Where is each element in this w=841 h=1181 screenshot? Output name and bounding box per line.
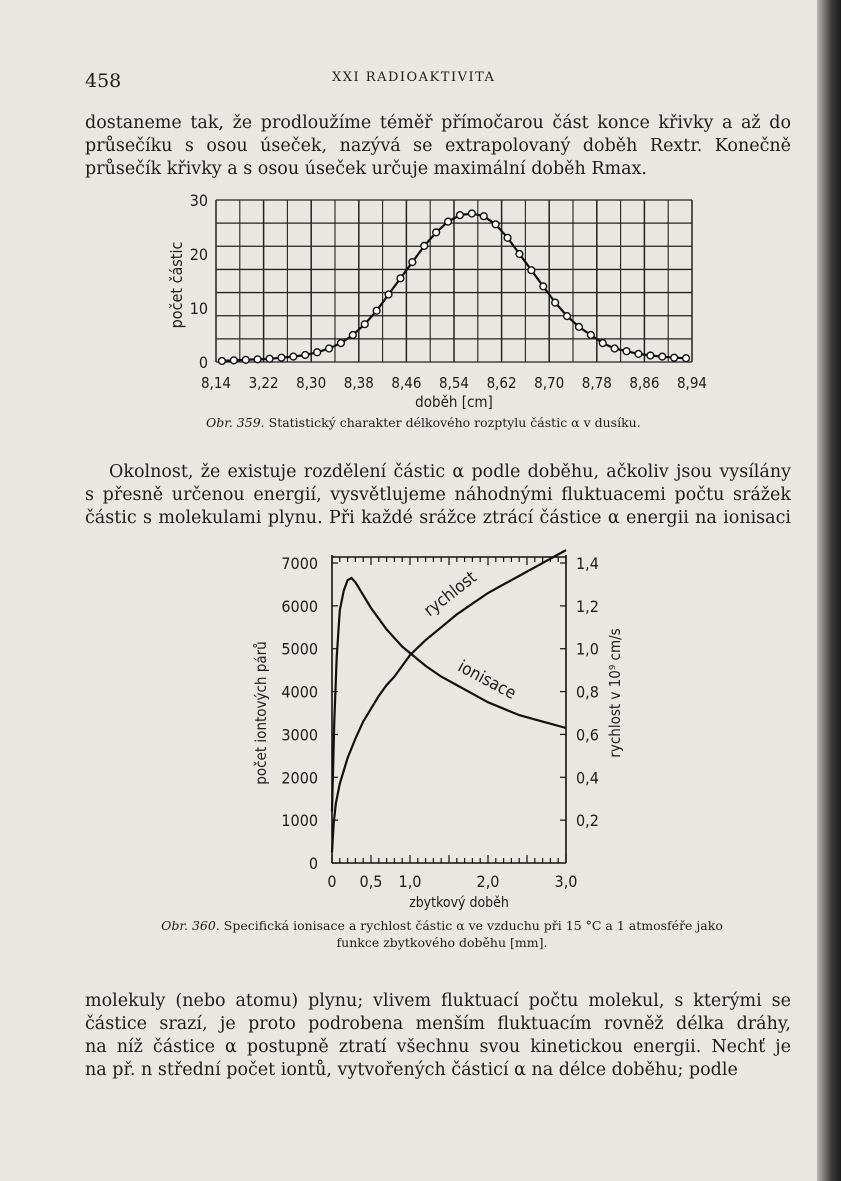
right-tick-label: 0,8: [576, 682, 599, 702]
data-point: [230, 357, 237, 364]
data-point: [492, 221, 499, 228]
left-tick-label: 6000: [281, 596, 318, 616]
y-tick-label: 10: [189, 299, 208, 318]
data-point: [397, 275, 404, 282]
right-tick-label: 0,4: [576, 768, 599, 788]
x-axis-label: zbytkový doběh: [409, 895, 509, 911]
data-point: [421, 243, 428, 250]
right-tick-label: 1,2: [576, 596, 599, 616]
right-tick-label: 1,0: [576, 639, 599, 659]
x-tick-label: 3,0: [554, 872, 578, 891]
right-tick-label: 0,2: [576, 811, 599, 831]
x-tick-label: 0: [327, 872, 337, 891]
x-tick-label: 8,70: [534, 374, 565, 392]
left-tick-label: 3000: [281, 725, 318, 745]
data-point: [552, 299, 559, 306]
left-tick-label: 0: [308, 854, 318, 873]
data-point: [326, 345, 333, 352]
data-point: [445, 218, 452, 225]
data-point: [564, 313, 571, 320]
ionisation-curve: [332, 578, 566, 812]
figure-360-caption-line: funkce zbytkového doběhu [mm].: [336, 935, 548, 950]
x-tick-label: 8,94: [676, 374, 708, 392]
left-tick-label: 5000: [281, 639, 318, 659]
data-point: [504, 234, 511, 241]
right-axis-label: rychlost v 10⁹ cm/s: [606, 628, 624, 758]
x-tick-label: 8,46: [391, 374, 422, 392]
text-line: dostaneme tak, že prodloužíme téměř přímočarou část konce křivky a až do: [85, 113, 791, 133]
x-tick-label: 1,0: [398, 872, 422, 891]
data-point: [219, 358, 226, 365]
data-point: [373, 307, 380, 314]
y-tick-label: 20: [189, 245, 208, 264]
figure-360-caption-number: Obr. 360.: [161, 918, 220, 933]
data-point: [540, 283, 547, 290]
x-tick-label: 8,38: [343, 374, 374, 392]
left-tick-label: 7000: [281, 554, 318, 573]
data-point: [635, 351, 642, 358]
data-point: [611, 345, 618, 352]
text-line: molekuly (nebo atomu) plynu; vlivem fluktuací počtu molekul, s kterými se: [85, 991, 791, 1011]
data-point: [242, 356, 249, 363]
data-point: [576, 324, 583, 331]
x-axis-label: doběh [cm]: [415, 393, 493, 411]
data-point: [671, 354, 678, 361]
ionisation-curve-label: ionisace: [454, 656, 520, 704]
text-line: na níž částice α postupně ztratí všechnu svou kinetickou energii. Nechť je: [85, 1037, 791, 1057]
y-tick-label: 30: [189, 191, 208, 210]
data-point: [599, 340, 606, 347]
text-line: průsečík křivky a s osou úseček určuje maximální doběh Rmax.: [85, 159, 647, 179]
left-tick-label: 1000: [281, 811, 318, 831]
x-tick-label: 8,86: [629, 374, 660, 392]
left-axis-label: počet iontových párů: [252, 641, 270, 785]
data-point: [349, 332, 356, 339]
data-point: [254, 356, 261, 363]
text-line: s přesně určenou energií, vysvětlujeme náhodnými fluktuacemi počtu srážek: [85, 485, 791, 505]
text-line: částic s molekulami plynu. Při každé srážce ztrácí částice α energii na ionisaci: [85, 508, 791, 528]
data-point: [361, 321, 368, 328]
text-line: částice srazí, je proto podrobena menším fluktuacím rovněž délka dráhy,: [85, 1014, 791, 1034]
data-point: [683, 355, 690, 362]
data-point: [290, 353, 297, 360]
data-point: [278, 354, 285, 361]
data-point: [647, 352, 654, 359]
data-point: [480, 213, 487, 220]
right-tick-label: 0,6: [576, 725, 599, 745]
y-axis-label: počet částic: [167, 241, 186, 329]
data-point: [385, 291, 392, 298]
data-point: [659, 353, 666, 360]
left-tick-label: 4000: [281, 682, 318, 702]
right-tick-label: 1,4: [576, 554, 599, 573]
data-point: [338, 340, 345, 347]
figure-360-caption-line: Specifická ionisace a rychlost částic α ve vzduchu při 15 °C a 1 atmosféře jako: [223, 918, 723, 933]
figure-359-caption: [206, 414, 641, 431]
paragraph-middle: [85, 461, 791, 530]
paragraph-top: [85, 112, 791, 181]
page-number: 458: [85, 70, 122, 92]
x-tick-label: 0,5: [359, 872, 383, 891]
figure-359-chart: [160, 190, 720, 415]
data-point: [528, 267, 535, 274]
x-tick-label: 2,0: [476, 872, 500, 891]
figure-359-caption-text: Statistický charakter délkového rozptylu částic α v dusíku.: [268, 415, 641, 430]
x-tick-label: 8,62: [486, 374, 517, 392]
velocity-curve-label: rychlost: [420, 567, 481, 621]
data-point: [266, 355, 273, 362]
figure-359-caption-number: Obr. 359.: [206, 415, 265, 430]
text-line: průsečíku s osou úseček, nazývá se extrapolovaný doběh Rextr. Konečně: [85, 136, 791, 156]
x-tick-label: 8,30: [296, 374, 327, 392]
data-point: [409, 259, 416, 266]
text-line: Okolnost, že existuje rozdělení částic α podle doběhu, ačkoliv jsou vysílány: [109, 462, 791, 482]
book-spine-shadow: [817, 0, 841, 1181]
text-line: na př. n střední počet iontů, vytvořených částicí α na délce doběhu; podle: [85, 1060, 738, 1080]
x-tick-label: 3,22: [248, 374, 279, 392]
paragraph-bottom: [85, 990, 791, 1082]
y-tick-label: 0: [198, 353, 208, 372]
figure-360-chart: [240, 545, 660, 915]
data-point: [457, 212, 464, 219]
left-tick-label: 2000: [281, 768, 318, 788]
data-point: [623, 348, 630, 355]
data-point: [302, 352, 309, 359]
data-point: [433, 229, 440, 236]
data-point: [516, 251, 523, 258]
x-tick-label: 8,78: [581, 374, 612, 392]
x-tick-label: 8,14: [200, 374, 232, 392]
data-point: [587, 332, 594, 339]
x-tick-label: 8,54: [438, 374, 470, 392]
figure-360-caption: [92, 917, 792, 951]
data-point: [314, 349, 321, 356]
running-head: XXI RADIOAKTIVITA: [332, 70, 496, 85]
data-point: [468, 210, 475, 217]
